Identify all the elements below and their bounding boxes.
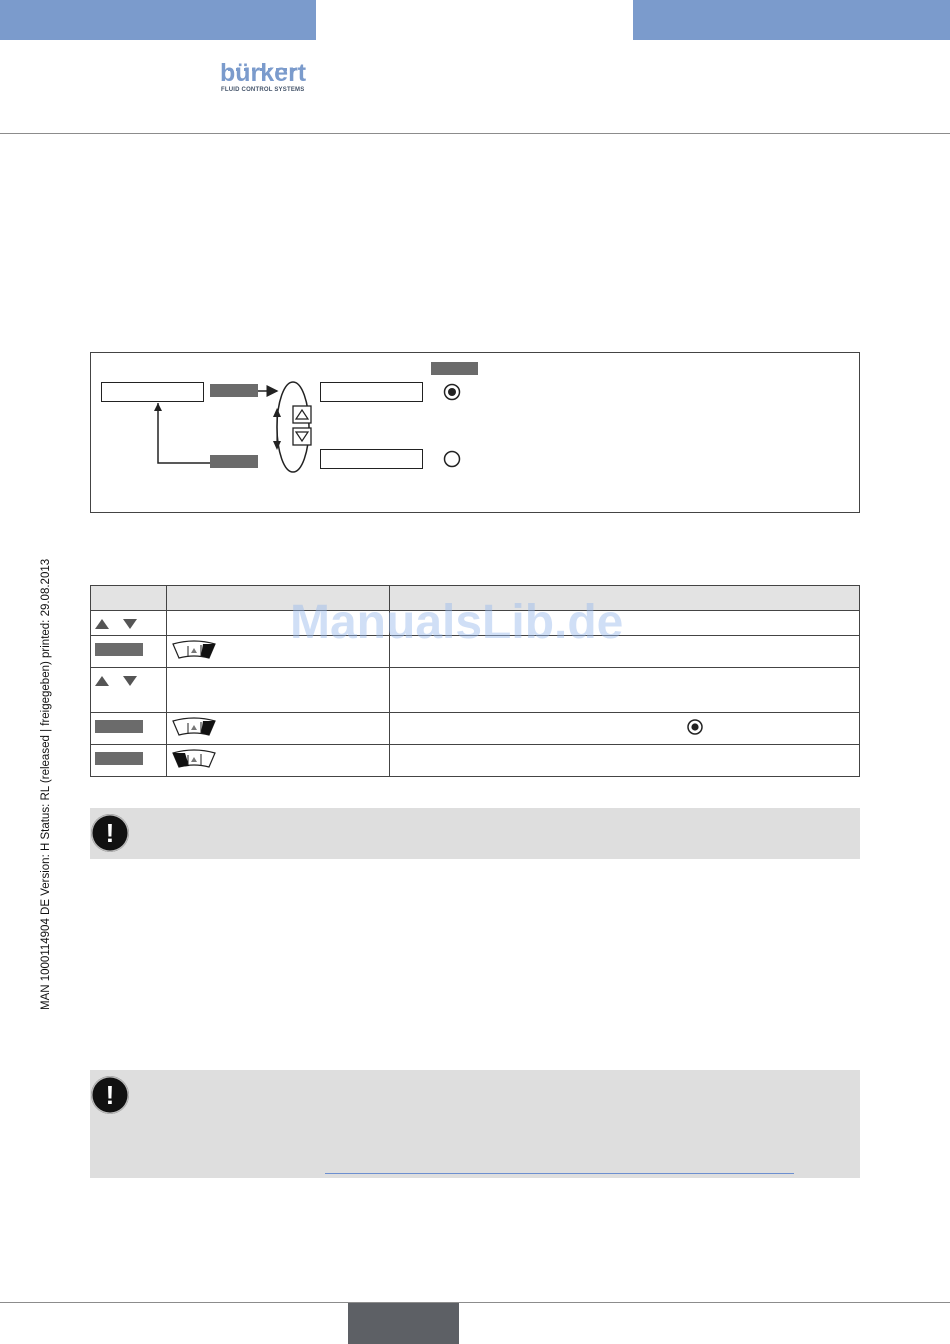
- arrow-down-icon: [293, 428, 311, 445]
- table-row: [91, 668, 860, 713]
- radio-selected-icon: [686, 717, 706, 737]
- triangle-down-icon: [123, 676, 137, 686]
- triangle-down-icon: [123, 619, 137, 629]
- triangle-up-icon: [95, 676, 109, 686]
- key-button: [95, 752, 143, 765]
- table-cell: [167, 745, 390, 777]
- header-divider: [0, 133, 950, 134]
- table-cell-key: [91, 611, 167, 636]
- table-cell: [390, 713, 860, 745]
- key-button: [95, 720, 143, 733]
- watermark: ManualsLib.de: [290, 596, 624, 649]
- page-number-box: [348, 1303, 459, 1344]
- selector-fan-icon: [171, 640, 221, 662]
- brand-name: bürkert: [220, 59, 307, 87]
- table-cell: [390, 745, 860, 777]
- table-cell-key: [91, 668, 167, 713]
- selector-fan-icon: [171, 749, 221, 771]
- diagram-connectors: [91, 353, 859, 512]
- radio-empty-icon: [445, 452, 460, 467]
- hyperlink-underline[interactable]: [325, 1173, 794, 1174]
- exclamation-icon: !: [91, 1076, 129, 1114]
- table-cell-key: [91, 745, 167, 777]
- footer-divider: [0, 1302, 950, 1303]
- table-row: [91, 745, 860, 777]
- brand-logo: [220, 58, 320, 98]
- table-cell-key: [91, 713, 167, 745]
- header-band-left: [0, 0, 316, 40]
- header-band-right: [633, 0, 950, 40]
- radio-selected-icon: [445, 385, 460, 400]
- triangle-up-icon: [95, 619, 109, 629]
- brand-subtitle: FLUID CONTROL SYSTEMS: [221, 87, 305, 93]
- table-header-cell: [91, 586, 167, 611]
- menu-diagram: [90, 352, 860, 513]
- key-button: [95, 643, 143, 656]
- document-side-info: MAN 1000114904 DE Version: H Status: RL (released | freigegeben) printed: 29.08.2013: [40, 558, 52, 1010]
- table-cell: [390, 668, 860, 713]
- selector-fan-icon: [171, 717, 221, 739]
- arrow-up-icon: [293, 406, 311, 423]
- table-cell-key: [91, 636, 167, 668]
- table-cell: [167, 668, 390, 713]
- exclamation-icon: !: [91, 814, 129, 852]
- note-box-1: [90, 808, 860, 859]
- table-cell: [167, 713, 390, 745]
- table-row: [91, 713, 860, 745]
- note-box-2: [90, 1070, 860, 1178]
